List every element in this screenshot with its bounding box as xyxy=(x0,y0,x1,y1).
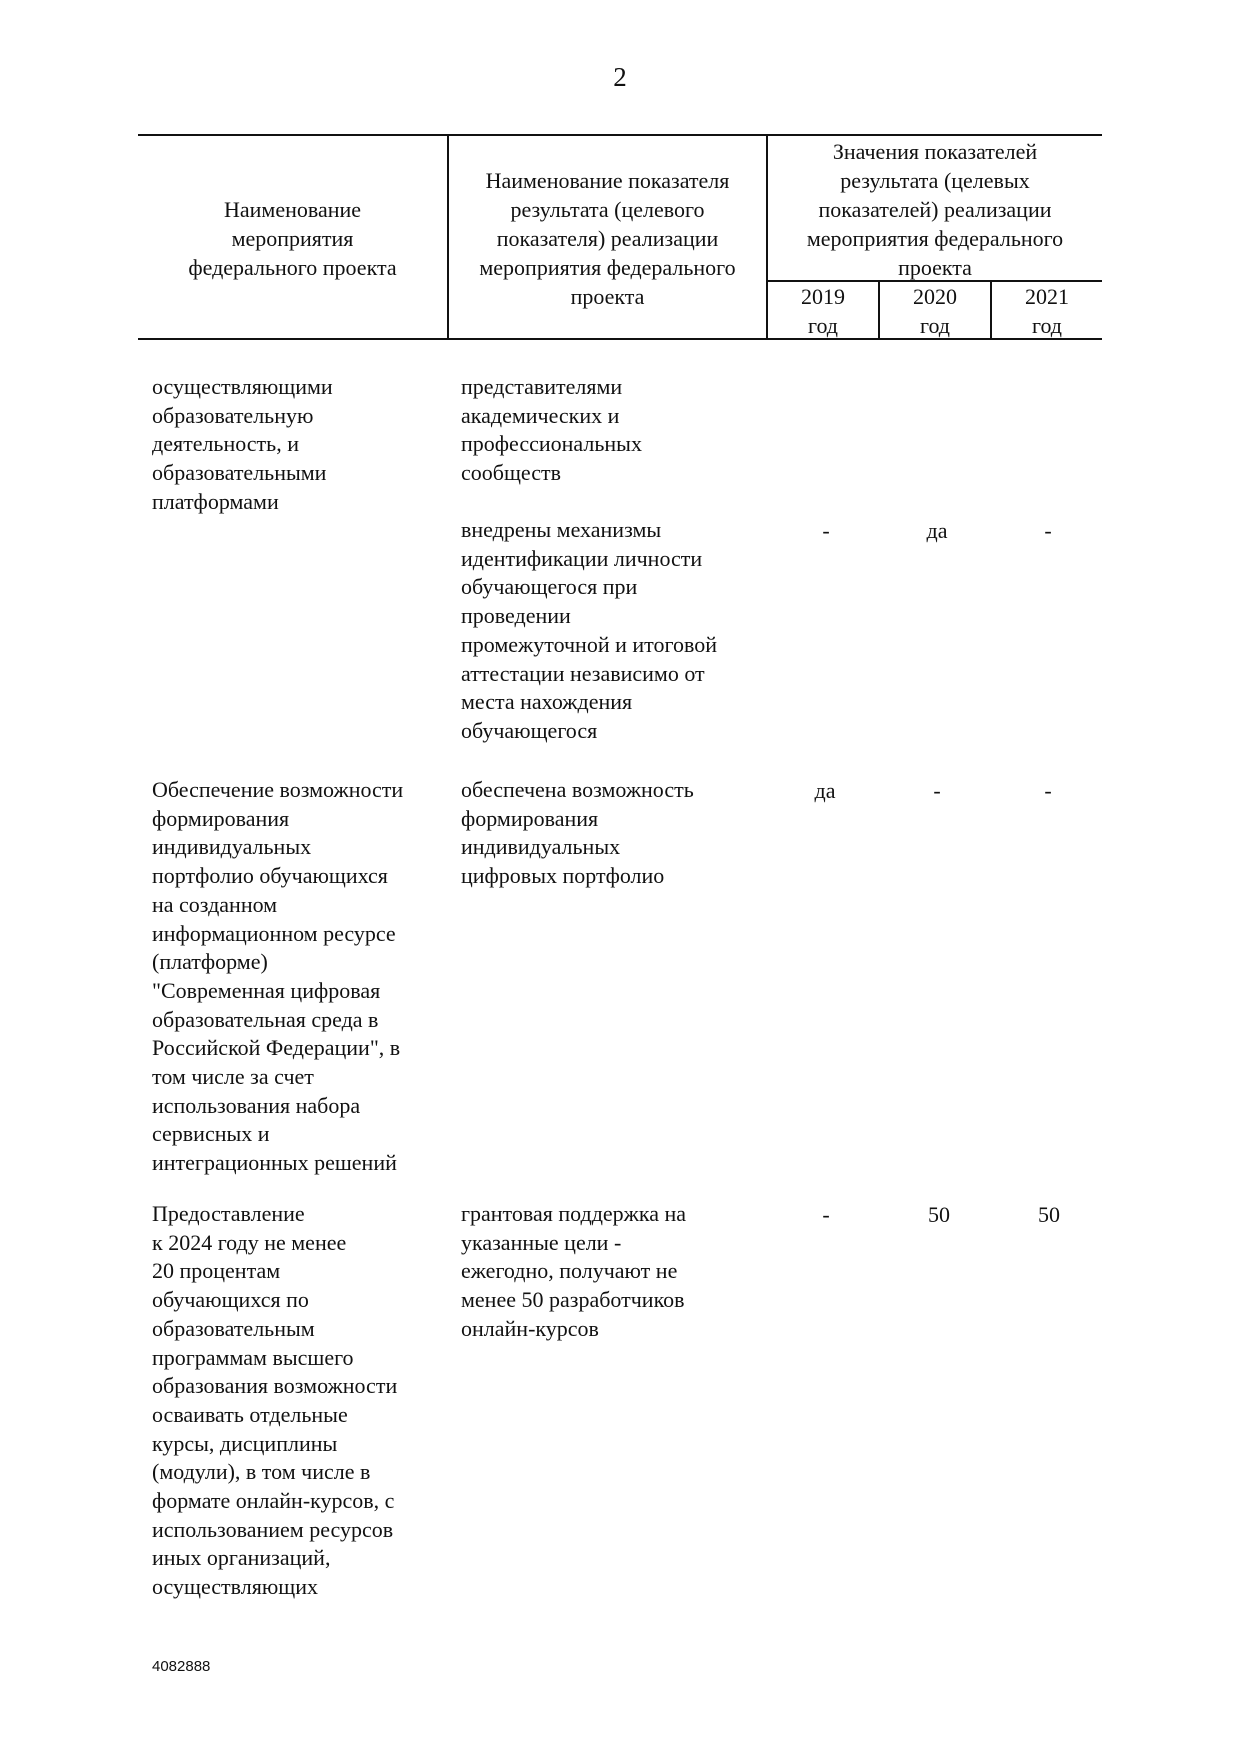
row-3-value-2021: - xyxy=(1044,778,1052,803)
row-4-value-2020: 50 xyxy=(928,1202,950,1227)
row-4-indicator: грантовая поддержка на указанные цели - ежегодно, получают не менее 50 разработчиков онлайн-курсов xyxy=(461,1201,687,1341)
document-code: 4082888 xyxy=(152,1658,211,1675)
row-3-value-2019: да xyxy=(814,778,836,803)
header-year-2021: 2021 год xyxy=(1025,284,1069,338)
row-3-event: Обеспечение возможности формирования индивидуальных портфолио обучающихся на созданном информационном ресурсе (платформе) "Современная цифровая образовательная среда в Российской Федерации", в том числе за счет использования набора сервисных и интеграционных решений xyxy=(152,777,404,1176)
row-4-event: Предоставление к 2024 году не менее 20 процентам обучающихся по образовательным программам высшего образования возможности осваивать отдельные курсы, дисциплины (модули), в том числе в формате онлайн-курсов, с использованием ресурсов иных организаций, осуществляющих xyxy=(152,1201,398,1600)
row-4-value-2021: 50 xyxy=(1038,1202,1060,1227)
header-event-name: Наименование мероприятия федерального проекта xyxy=(188,197,397,280)
row-3-indicator: обеспечена возможность формирования индивидуальных цифровых портфолио xyxy=(461,777,694,889)
header-values-group: Значения показателей результата (целевых показателей) реализации мероприятия федерального проекта xyxy=(806,139,1064,280)
row-2-value-2020: да xyxy=(926,518,948,543)
row-2-value-2021: - xyxy=(1044,518,1052,543)
row-1-indicator: представителями академических и профессиональных сообществ xyxy=(461,374,642,486)
row-1-event: осуществляющими образовательную деятельность, и образовательными платформами xyxy=(152,374,333,514)
row-2-value-2019: - xyxy=(822,518,830,543)
header-top-rule xyxy=(138,134,1102,136)
row-3-value-2020: - xyxy=(933,778,941,803)
header-indicator-name: Наименование показателя результата (целевого показателя) реализации мероприятия федерального проекта xyxy=(479,168,736,309)
row-2-indicator: внедрены механизмы идентификации личности обучающегося при проведении промежуточной и итоговой аттестации независимо от места нахождения обучающегося xyxy=(461,517,717,743)
page-number: 2 xyxy=(613,62,627,92)
row-4-value-2019: - xyxy=(822,1202,830,1227)
header-year-2020: 2020 год xyxy=(913,284,957,338)
header-year-2019: 2019 год xyxy=(801,284,845,338)
